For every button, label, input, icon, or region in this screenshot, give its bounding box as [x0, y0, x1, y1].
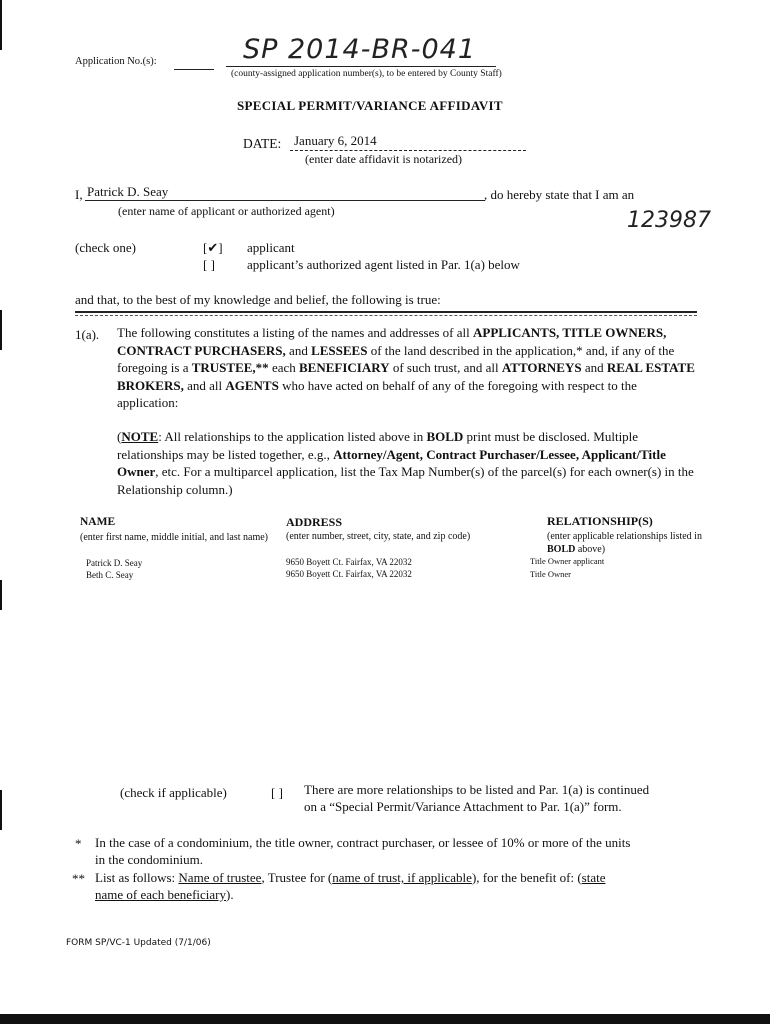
row-2-address: 9650 Boyett Ct. Fairfax, VA 22032 — [286, 569, 412, 579]
row-1-relationship: Title Owner applicant — [530, 556, 605, 566]
paragraph-number: 1(a). — [75, 327, 100, 342]
scan-edge-mark — [0, 0, 2, 50]
applicant-statement: , do hereby state that I am an — [484, 187, 635, 202]
section-divider — [75, 311, 697, 313]
continuation-text-line-2: on a “Special Permit/Variance Attachment to Par. 1(a)” form. — [304, 799, 622, 814]
footnote-1-line-2: in the condominium. — [95, 852, 203, 867]
paragraph-1a: The following constitutes a listing of the names and addresses of all APPLICANTS, TITLE OWNERS, CONTRACT PURCHASERS, and LESSEES of the land described in the application,* and, if any of the foregoing is a TRUSTEE,** each BENEFICIARY of such trust, and all ATTORNEYS and REAL ESTATE BROKERS, and all AGENTS who have acted on behalf of any of the foregoing with respect to the application: — [117, 325, 695, 410]
application-number-label: Application No.(s): — [75, 56, 157, 67]
applicant-prefix: I, — [75, 187, 83, 202]
agent-checkbox-label: applicant’s authorized agent listed in Par. 1(a) below — [247, 257, 520, 272]
footnote-2-line-1: List as follows: Name of trustee, Trustee for (name of trust, if applicable), for the benefit of: (state — [95, 870, 606, 885]
note-paragraph: (NOTE: All relationships to the application listed above in BOLD print must be disclosed. Multiple relationships may be listed together, e.g., Attorney/Agent, Contract Purchaser/Lessee, Applicant/Title Owner, etc. For a multiparcel application, list the Tax Map Number(s) of the parcel(s) for each owner(s) in the Relationship column.) — [117, 429, 694, 497]
application-number-value-rule — [226, 66, 496, 67]
continuation-text-line-1: There are more relationships to be listed and Par. 1(a) is continued — [304, 782, 650, 797]
applicant-checkbox-label: applicant — [247, 240, 295, 255]
row-2-name: Beth C. Seay — [86, 570, 134, 580]
row-1-name: Patrick D. Seay — [86, 558, 143, 568]
column-header-name: NAME — [80, 516, 116, 528]
date-rule — [290, 150, 526, 151]
column-hint-address: (enter number, street, city, state, and zip code) — [286, 531, 471, 542]
application-number-handwritten: SP 2014-BR-041 — [243, 34, 477, 65]
application-number-hint: (county-assigned application number(s), to be entered by County Staff) — [231, 69, 502, 79]
continuation-checkbox[interactable]: [ ] — [271, 785, 283, 800]
column-header-relationship: RELATIONSHIP(S) — [547, 514, 653, 528]
applicant-name: Patrick D. Seay — [87, 184, 169, 199]
date-value: January 6, 2014 — [294, 133, 377, 148]
column-hint-relationship: (enter applicable relationships listed in BOLD above) — [547, 531, 702, 555]
stamp-number-handwritten: 123987 — [627, 208, 711, 233]
row-1-address: 9650 Boyett Ct. Fairfax, VA 22032 — [286, 557, 412, 567]
applicant-name-rule — [85, 200, 485, 201]
scan-edge-mark — [0, 310, 2, 350]
footnote-1-line-1: In the case of a condominium, the title owner, contract purchaser, or lessee of 10% or more of the units — [95, 835, 631, 850]
footnote-2-mark: ** — [72, 871, 85, 886]
scan-bottom-edge — [0, 1014, 770, 1024]
applicant-hint: (enter name of applicant or authorized agent) — [118, 204, 335, 218]
row-2-relationship: Title Owner — [530, 569, 572, 579]
scan-edge-mark — [0, 580, 2, 610]
section-divider-secondary — [75, 315, 697, 316]
date-label: DATE: — [243, 136, 282, 151]
agent-checkbox[interactable]: [ ] — [203, 257, 215, 272]
continuation-label: (check if applicable) — [120, 785, 227, 800]
intro-statement: and that, to the best of my knowledge and belief, the following is true: — [75, 292, 441, 307]
document-title: SPECIAL PERMIT/VARIANCE AFFIDAVIT — [237, 98, 503, 113]
check-one-label: (check one) — [75, 240, 136, 255]
footnote-2-line-2: name of each beneficiary). — [95, 887, 234, 902]
applicant-checkbox[interactable]: [✔] — [203, 240, 223, 255]
application-number-rule — [174, 69, 214, 70]
column-hint-name: (enter first name, middle initial, and last name) — [80, 532, 268, 543]
column-header-address: ADDRESS — [286, 515, 343, 529]
scan-edge-mark — [0, 790, 2, 830]
footnote-1-mark: * — [75, 836, 82, 851]
date-hint: (enter date affidavit is notarized) — [305, 152, 463, 166]
form-footer: FORM SP/VC-1 Updated (7/1/06) — [66, 938, 211, 948]
